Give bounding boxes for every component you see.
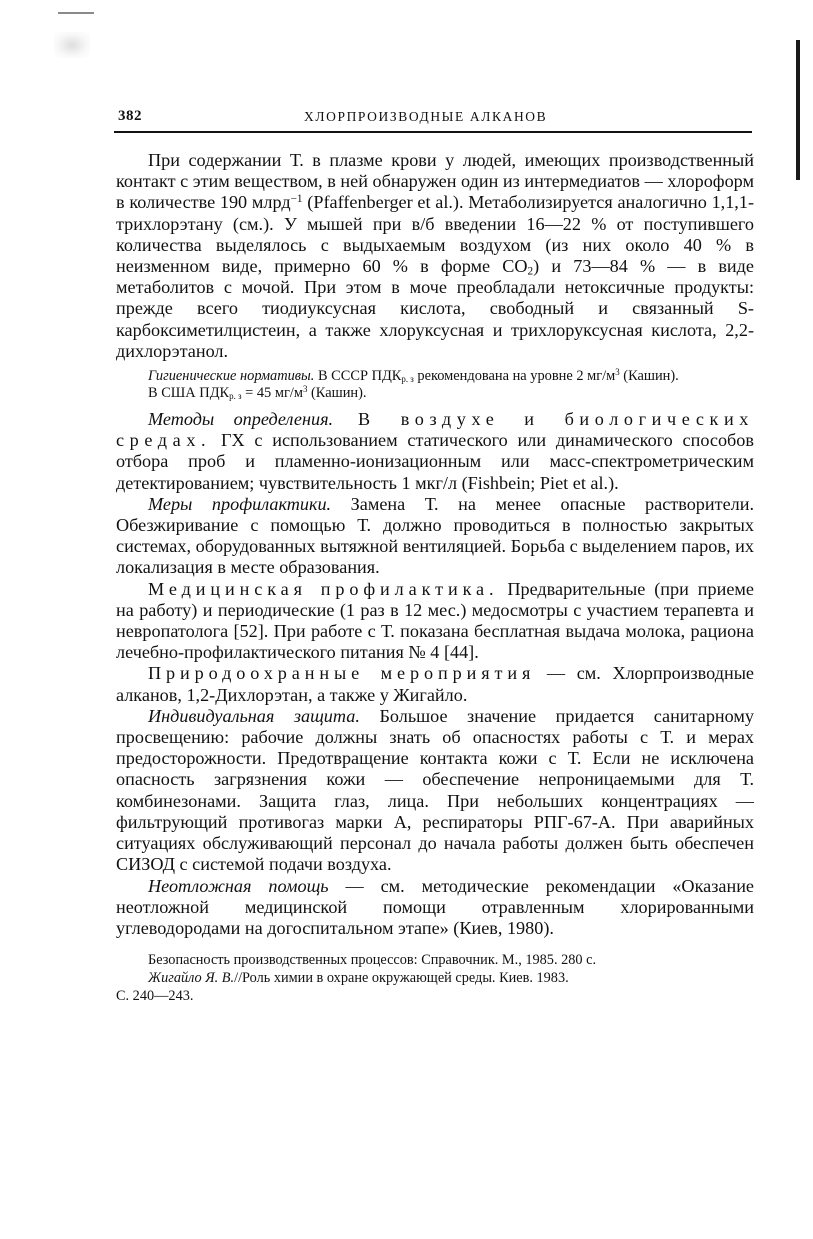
text-span: (Pfaffenberger et al.). Метаболизируется аналогично 1,1,1-трихлорэтану (см.). У мышей при в/б введении 16—22 % от поступившего количества выделялось с выдыхаемым воздухом (из них около 40 % в неизменном виде, примерно 60 % в форме CO — [116, 192, 754, 277]
text-span: ГХ с использованием статического или динамического способов отбора проб и пламенно-ионизационным или масс-спектрометрическим детектированием; чувствительность 1 мкг/л (Fishbein; Piet et al.). — [116, 430, 754, 493]
paragraph-prevention — [116, 494, 754, 579]
text-span: Замена Т. на менее опасные растворители. Обезжиривание с помощью Т. должно проводиться в полностью закрытых системах, оборудованных вытяжной вентиляцией. Борьба с выделением паров, их локализация в месте образования. — [116, 493, 754, 578]
text-span: Предварительные (при приеме на работу) и периодические (1 раз в 12 мес.) медосмотры с участием терапевта и невропатолога [52]. При работе с Т. показана бесплатная выдача молока, рациона лечебно-профилактического питания № 4 [44]. — [116, 578, 754, 663]
text-span: При содержании Т. в плазме крови у людей, имеющих производственный контакт с этим веществом, в ней обнаружен один из интермедиатов — хлороформ в количестве 190 млрд — [116, 150, 754, 213]
section-label: Меры профилактики. — [148, 493, 332, 514]
page-body — [116, 150, 754, 1005]
text-span: В США ПДК — [148, 385, 230, 402]
scan-artifact-smudge — [54, 32, 90, 58]
references — [116, 951, 754, 1005]
text-span: Большое значение придается санитарному просвещению: рабочие должны знать об опасностях работы с Т. и мерах предосторожности. Предотвращение контакта кожи с Т. Если не исключена опасность загрязнения кожи — обеспечение непроницаемыми для Т. комбинезонами. Защита глаз, лица. При небольших концентрациях — фильтрующий противогаз марки А, респираторы РПГ-67-А. При аварийных ситуациях обслуживающий персонал до начала работы должен быть обеспечен СИЗОД с системой подачи воздуха. — [116, 705, 754, 875]
text-span: //Роль химии в охране окружающей среды. Киев. 1983. — [234, 970, 569, 987]
section-label: Гигиенические нормативы. — [148, 368, 315, 385]
spaced-heading: Природоохранные мероприятия — [148, 663, 536, 684]
section-label: Индивидуальная защита. — [148, 705, 360, 726]
text-span: (Кашин). — [307, 385, 367, 402]
text-span: = 45 мг/м — [241, 385, 303, 402]
paragraph-hygiene-usa — [116, 385, 754, 402]
superscript: 3 — [302, 384, 308, 395]
text-span: В СССР ПДК — [314, 368, 402, 385]
paragraph-first-aid — [116, 876, 754, 940]
superscript: 3 — [615, 367, 620, 378]
subscript: 2 — [527, 265, 534, 278]
paragraph-metabolism — [116, 150, 754, 362]
paragraph-environment — [116, 663, 754, 705]
running-title: ХЛОРПРОИЗВОДНЫЕ АЛКАНОВ — [304, 109, 548, 124]
header-rule — [114, 131, 752, 133]
text-span: ) и 73—84 % — в виде метаболитов с мочой. При этом в моче преобладали нетоксичные продукты: прежде всего тиодиуксусная кислота, свободный и связанный S-карбоксиметилцистеин, а также хлоруксусная и трихлоруксусная кислота, 2,2-дихлорэтанол. — [116, 256, 754, 361]
scan-artifact-edge — [796, 40, 800, 180]
paragraph-hygiene-norms — [116, 368, 754, 385]
section-label: Неотложная помощь — [148, 875, 329, 896]
paragraph-individual-protection — [116, 706, 754, 876]
reference-pages: С. 240—243. — [116, 988, 194, 1005]
page-number: 382 — [118, 108, 142, 124]
superscript: −1 — [290, 193, 303, 206]
text-span: (Кашин). — [619, 368, 679, 385]
paragraph-methods — [116, 409, 754, 494]
reference-item: Безопасность производственных процессов: Справочник. М., 1985. 280 с. — [148, 952, 597, 969]
section-label: Методы определения. — [148, 409, 334, 430]
spaced-heading: В воздухе и биологических средах. — [116, 409, 754, 451]
subscript: р. з — [229, 390, 242, 401]
paragraph-medical-prevention — [116, 579, 754, 664]
text-span: рекомендована на уровне 2 мг/м — [413, 368, 616, 385]
reference-item — [116, 969, 754, 987]
scan-artifact-mark — [58, 12, 94, 14]
page-header — [118, 108, 754, 130]
reference-author: Жигайло Я. В. — [148, 970, 235, 987]
text-span: — см. Хлорпроизводные алканов, 1,2-Дихлорэтан, а также у Жигайло. — [116, 663, 754, 705]
spaced-heading: Медицинская профилактика. — [148, 578, 499, 599]
subscript: р. з — [401, 373, 414, 384]
text-span: — см. методические рекомендации «Оказание неотложной медицинской помощи отравленным хлорированными углеводородами на догоспитальном этапе» (Киев, 1980). — [116, 875, 754, 938]
